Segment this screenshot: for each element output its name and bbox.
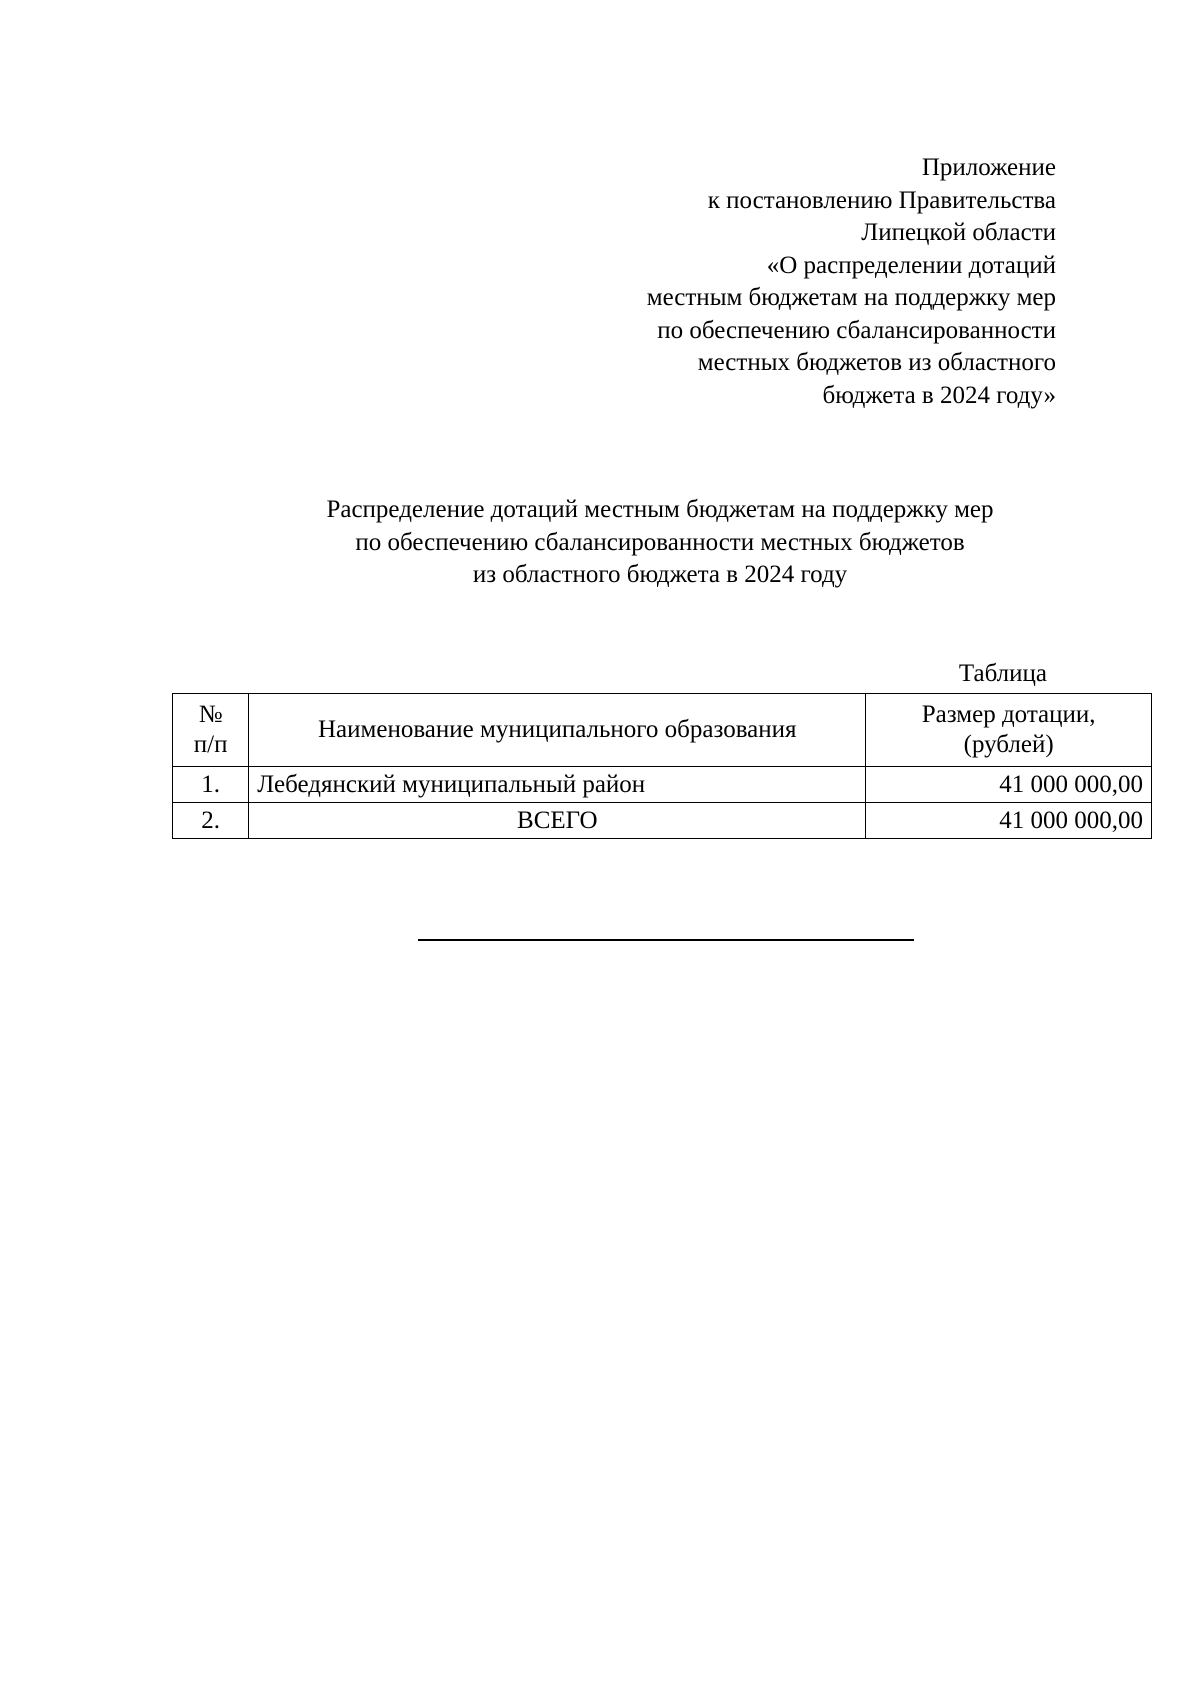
row-number: 1.: [173, 767, 249, 803]
table-row: [173, 767, 1152, 803]
annex-line: местным бюджетам на поддержку мер: [646, 284, 1056, 311]
table-label: Таблица: [958, 660, 1047, 687]
row-total-label: ВСЕГО: [249, 803, 866, 839]
table-total-row: [173, 803, 1152, 839]
header-amount-label: Размер дотации,: [921, 701, 1096, 728]
subsidy-table: [172, 693, 1152, 839]
header-amount-unit: (рублей): [963, 731, 1054, 758]
row-municipality: Лебедянский муниципальный район: [249, 767, 866, 803]
row-total-amount: 41 000 000,00: [866, 803, 1152, 839]
annex-line: «О распределении дотаций: [766, 251, 1056, 279]
row-amount: 41 000 000,00: [866, 767, 1152, 803]
header-municipality: Наименование муниципального образования: [249, 694, 866, 767]
document-title: [0, 494, 1200, 592]
table-header-row: [173, 694, 1152, 767]
title-line: из областного бюджета в 2024 году: [472, 561, 848, 588]
annex-block: [647, 152, 1056, 412]
title-line: Распределение дотаций местным бюджетам на поддержку мер: [326, 496, 994, 523]
header-number-abbrev: п/п: [193, 731, 228, 758]
header-number-symbol: №: [198, 701, 223, 728]
closing-divider: [418, 939, 914, 941]
row-number: 2.: [173, 803, 249, 839]
annex-line: по обеспечению сбалансированности: [657, 316, 1056, 344]
annex-line: бюджета в 2024 году»: [822, 381, 1056, 409]
annex-line: к постановлению Правительства: [707, 186, 1056, 214]
annex-line: местных бюджетов из областного: [697, 349, 1056, 376]
annex-line: Приложение: [921, 154, 1056, 181]
header-number: [173, 694, 249, 767]
annex-line: Липецкой области: [861, 219, 1056, 246]
title-line: по обеспечению сбалансированности местных бюджетов: [355, 528, 965, 556]
header-amount: [866, 694, 1152, 767]
